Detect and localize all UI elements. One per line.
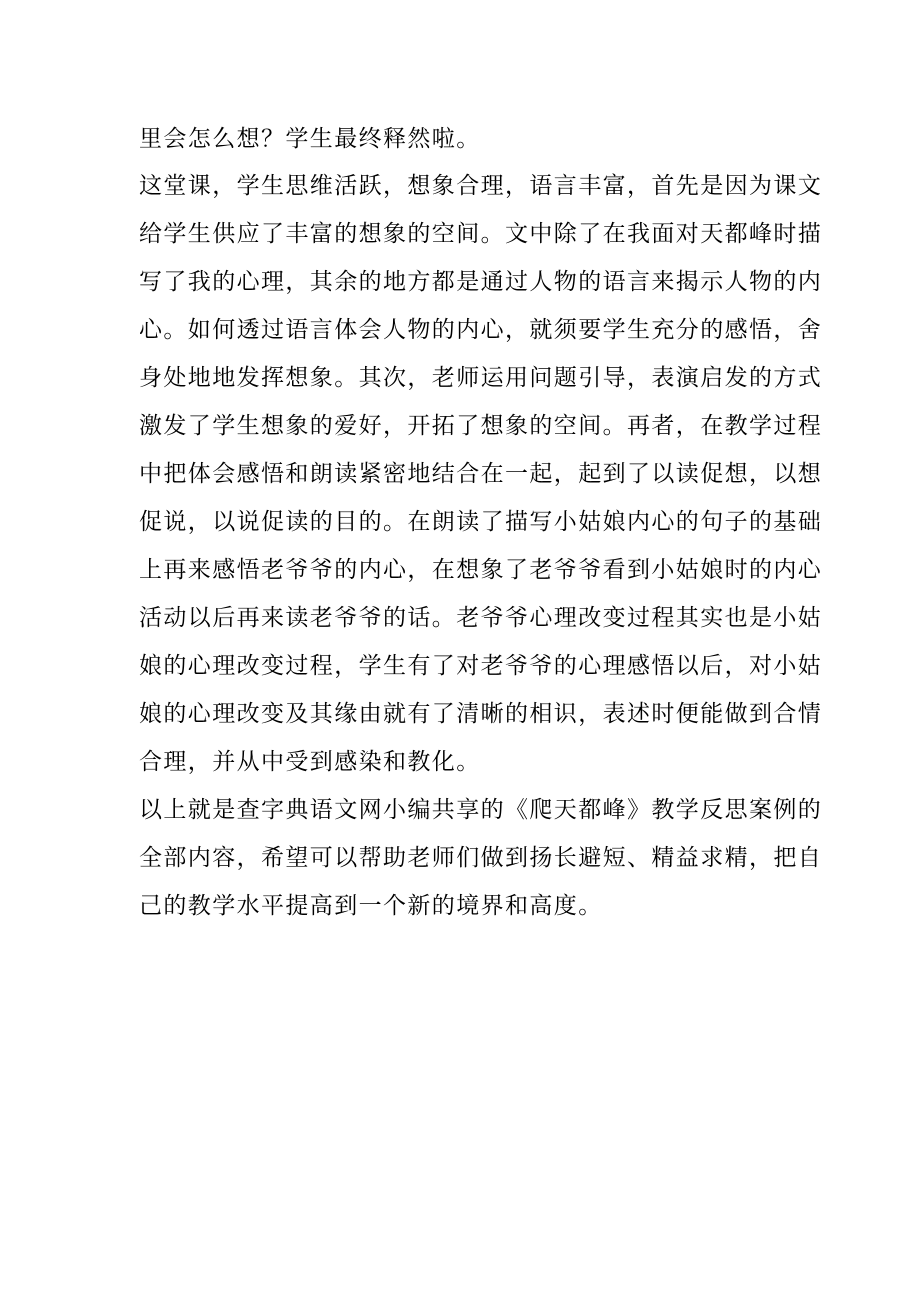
paragraph-2-line-2: 给学生供应了丰富的想象的空间。文中除了在我面对天都峰时描 <box>139 221 823 247</box>
paragraph-2-line-9: 上再来感悟老爷爷的内心，在想象了老爷爷看到小姑娘时的内心 <box>139 557 823 583</box>
paragraph-2-line-1: 这堂课，学生思维活跃，想象合理，语言丰富，首先是因为课文 <box>139 173 823 199</box>
paragraph-3-line-1: 以上就是查字典语文网小编共享的《爬天都峰》教学反思案例的 <box>139 797 823 823</box>
paragraph-2-line-13: 合理，并从中受到感染和教化。 <box>139 749 481 775</box>
paragraph-1-line-1: 里会怎么想？学生最终释然啦。 <box>139 126 481 152</box>
paragraph-3-line-2: 全部内容，希望可以帮助老师们做到扬长避短、精益求精，把自 <box>139 845 823 871</box>
paragraph-2-line-4: 心。如何透过语言体会人物的内心，就须要学生充分的感悟，舍 <box>139 317 823 343</box>
paragraph-2-line-11: 娘的心理改变过程，学生有了对老爷爷的心理感悟以后，对小姑 <box>139 653 823 679</box>
paragraph-2-line-6: 激发了学生想象的爱好，开拓了想象的空间。再者，在教学过程 <box>139 413 823 439</box>
paragraph-2-line-7: 中把体会感悟和朗读紧密地结合在一起，起到了以读促想，以想 <box>139 461 823 487</box>
paragraph-2-line-12: 娘的心理改变及其缘由就有了清晰的相识，表述时便能做到合情 <box>139 701 823 727</box>
paragraph-2-line-3: 写了我的心理，其余的地方都是通过人物的语言来揭示人物的内 <box>139 269 823 295</box>
paragraph-2-line-8: 促说，以说促读的目的。在朗读了描写小姑娘内心的句子的基础 <box>139 509 823 535</box>
paragraph-2-line-5: 身处地地发挥想象。其次，老师运用问题引导，表演启发的方式 <box>139 365 823 391</box>
paragraph-3-line-3: 己的教学水平提高到一个新的境界和高度。 <box>139 893 603 919</box>
paragraph-2-line-10: 活动以后再来读老爷爷的话。老爷爷心理改变过程其实也是小姑 <box>139 605 823 631</box>
